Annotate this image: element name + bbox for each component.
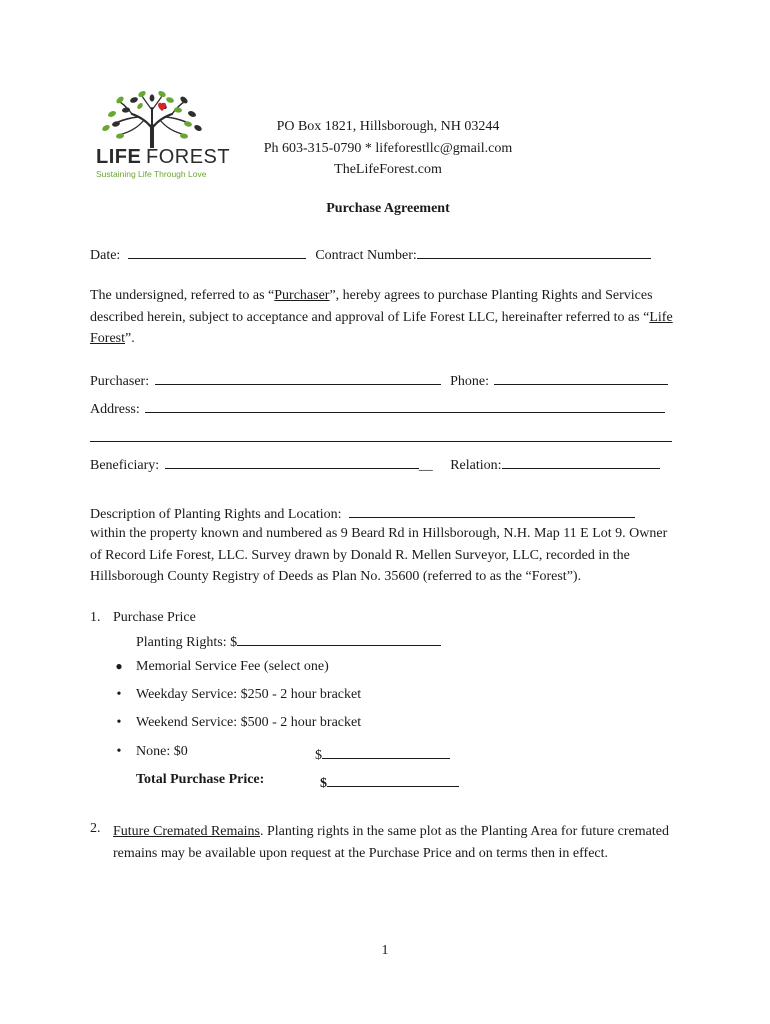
none-option[interactable]: None: $0	[136, 744, 188, 759]
address-label: Address:	[90, 402, 140, 417]
relation-field[interactable]	[502, 454, 660, 469]
relation-label: Relation:	[450, 458, 502, 473]
address-field[interactable]	[145, 398, 665, 413]
planting-rights-label: Planting Rights: $	[136, 635, 238, 650]
purchaser-field[interactable]	[155, 370, 441, 385]
section-2-body: . Planting rights in the same plot as the Planting Area for future cremated remains may be available upon request at the Purchase Price and on terms then in effect.	[113, 824, 669, 861]
intro-text-2: ”, hereby agrees to purchase Planting Rights and Services described herein, subject to acceptance and approval of Life Forest LLC, hereinafter referred to as “	[90, 288, 653, 325]
total-price-field[interactable]	[327, 772, 459, 787]
purchaser-row	[90, 370, 668, 390]
page-number: 1	[381, 943, 389, 958]
logo-word-forest: FOREST	[146, 146, 231, 168]
logo-word-life: LIFE	[96, 146, 142, 168]
section-1-heading: Purchase Price	[113, 610, 196, 625]
section-2-number: 2.	[90, 821, 101, 836]
letterhead-website: TheLifeForest.com	[334, 162, 442, 177]
service-amount-row	[315, 744, 450, 764]
life-forest-term: Life Forest	[90, 309, 673, 346]
beneficiary-tail: __	[418, 458, 433, 473]
date-label: Date:	[90, 248, 121, 263]
beneficiary-field[interactable]	[165, 454, 419, 469]
contract-number-label: Contract Number:	[315, 248, 417, 263]
purchaser-label: Purchaser:	[90, 374, 150, 389]
letterhead-contact: Ph 603-315-0790 * lifeforestllc@gmail.com	[263, 140, 513, 156]
memorial-service-fee-item: Memorial Service Fee (select one)	[136, 659, 329, 674]
phone-field[interactable]	[494, 370, 668, 385]
phone-label: Phone:	[450, 374, 489, 389]
bullet-weekday: •	[116, 687, 122, 702]
total-price-prefix: $	[320, 776, 327, 791]
weekend-service-option[interactable]: Weekend Service: $500 - 2 hour bracket	[136, 715, 362, 730]
beneficiary-label: Beneficiary:	[90, 458, 160, 473]
bullet-memorial: ●	[115, 659, 123, 673]
life-forest-logo	[92, 88, 231, 180]
intro-paragraph	[90, 285, 680, 350]
purchaser-term: Purchaser	[274, 288, 330, 303]
bullet-none: •	[116, 744, 122, 759]
date-row	[90, 244, 651, 264]
address-row	[90, 398, 665, 418]
service-amount-field[interactable]	[322, 744, 450, 759]
bullet-weekend: •	[116, 715, 122, 730]
service-amount-prefix: $	[315, 748, 322, 763]
total-price-row	[320, 772, 459, 792]
letterhead	[230, 116, 546, 181]
date-field[interactable]	[128, 244, 306, 259]
intro-text-3: ”.	[125, 331, 135, 346]
intro-text-1: The undersigned, referred to as “	[90, 288, 275, 303]
document-title: Purchase Agreement	[326, 201, 450, 216]
planting-rights-field[interactable]	[237, 631, 441, 646]
description-body: within the property known and numbered as 9 Beard Rd in Hillsborough, N.H. Map 11 E Lot 9. Owner of Record Life Forest, LLC. Survey drawn by Donald R. Mellen Surveyor, LLC, recorded in the Hillsborough County Registry of Deeds as Plan No. 35600 (referred to as the “Forest”).	[90, 526, 668, 584]
planting-rights-row	[136, 631, 441, 651]
total-purchase-price-label: Total Purchase Price:	[136, 772, 265, 787]
address-field-line-2[interactable]	[90, 427, 672, 442]
weekday-service-option[interactable]: Weekday Service: $250 - 2 hour bracket	[136, 687, 362, 702]
section-1-number: 1.	[90, 610, 101, 625]
logo-tagline: Sustaining Life Through Love	[96, 169, 207, 179]
letterhead-address: PO Box 1821, Hillsborough, NH 03244	[276, 119, 500, 134]
section-2-heading: Future Cremated Remains	[113, 824, 260, 839]
tree-icon	[92, 88, 214, 148]
section-2-paragraph	[113, 821, 678, 864]
description-label: Description of Planting Rights and Location:	[90, 507, 342, 522]
beneficiary-row	[90, 454, 660, 474]
description-row	[90, 503, 635, 523]
contract-number-field[interactable]	[417, 244, 651, 259]
description-field[interactable]	[349, 503, 635, 518]
address-line-2-row	[90, 427, 672, 447]
